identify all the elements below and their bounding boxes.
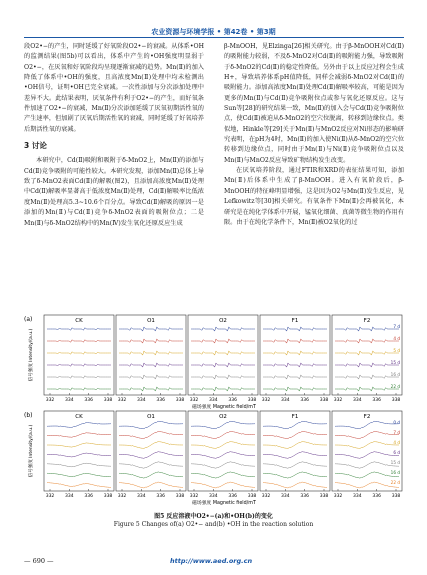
x-tick-label: 336 — [372, 398, 381, 403]
x-tick-label: 338 — [175, 494, 185, 499]
legend-entry: 22 d — [390, 480, 400, 485]
legend-entry: 0 d — [393, 420, 400, 425]
x-tick-label: 334 — [353, 398, 362, 403]
panel-frame — [332, 411, 402, 491]
panel-frame — [332, 315, 402, 395]
x-tick-label: 334 — [281, 398, 290, 403]
spectrum-trace — [119, 327, 183, 331]
x-tick-label: 332 — [117, 398, 127, 403]
spectrum-trace — [119, 452, 183, 459]
spectrum-trace — [263, 452, 327, 459]
spectrum-trace — [263, 387, 327, 391]
spectrum-trace — [335, 351, 399, 355]
x-tick-label: 336 — [84, 398, 93, 403]
panel-title-ck: CK — [75, 414, 83, 420]
spectrum-trace — [47, 352, 111, 354]
spectrum-trace — [47, 453, 111, 457]
panel-title-f1: F1 — [291, 414, 299, 420]
header-rule — [24, 37, 404, 38]
panel-frame — [44, 411, 114, 491]
spectrum-trace — [335, 441, 399, 448]
figure-5b-epr-hydroxyl — [22, 407, 407, 512]
spectrum-trace — [263, 327, 327, 331]
panel-frame — [44, 315, 114, 395]
x-tick-label: 332 — [261, 494, 271, 499]
left-paragraph-2: 本研究中，Cd(Ⅱ)吸附和吸附于δ-MnO2上，Mn(Ⅱ)的添加与Cd(Ⅱ)竞争吸附的可能性较大。本研究发现，添加Mn(Ⅱ)总体上导致了δ-MnO2表面Cd(Ⅱ)的解吸(图2)，且添加高浓度Mn(Ⅱ)处理中Cd(Ⅱ)解吸率显著高于低浓度Mn(Ⅱ)处理，Cd(Ⅱ)解吸率比低浓度Mn(Ⅱ)处理高5.3~10.6个百分点。导致Cd(Ⅱ)解吸的原因一是添加的Mn(Ⅱ)与Cd(Ⅱ)竞争δ-MnO2表面的吸附位点；二是Mn(Ⅱ)与δ-MnO2结构中的Mn(Ⅳ)发生氧化还原反应生成 — [24, 157, 204, 227]
x-tick-label: 334 — [65, 494, 74, 499]
x-tick-label: 332 — [189, 494, 199, 499]
x-tick-label: 332 — [45, 398, 55, 403]
spectrum-trace — [263, 482, 327, 488]
spectrum-trace — [335, 462, 399, 469]
spectrum-trace — [263, 339, 327, 343]
x-tick-label: 336 — [228, 398, 237, 403]
journal-url: http://www.aed.org.cn — [170, 557, 253, 565]
x-axis-label: 磁场强度 Magnetic field/mT — [192, 405, 256, 410]
spectrum-trace — [335, 375, 399, 379]
legend-entry: 7 d — [393, 430, 400, 435]
x-tick-label: 332 — [117, 494, 127, 499]
x-tick-label: 332 — [45, 494, 55, 499]
panel-title-o1: O1 — [147, 414, 155, 420]
legend-entry: 5 d — [393, 348, 400, 353]
spectrum-trace — [191, 472, 255, 478]
left-column — [24, 42, 204, 229]
figure-caption-en: Figure 5 Changes of(a) O2•− and(b) •OH in the reaction solution — [113, 521, 314, 528]
x-tick-label: 338 — [247, 398, 257, 403]
spectrum-trace — [47, 473, 111, 477]
spectrum-trace — [119, 482, 183, 488]
y-axis-label: 信号强度 Intensity/(a.u.) — [29, 424, 34, 478]
panel-frame — [260, 411, 330, 491]
x-tick-label: 338 — [103, 494, 113, 499]
spectrum-trace — [335, 421, 399, 429]
spectrum-trace — [47, 364, 111, 366]
figure-5a-epr-superoxide — [22, 311, 407, 416]
spectrum-trace — [263, 441, 327, 448]
panel-title-f2: F2 — [363, 414, 371, 420]
right-column — [224, 42, 404, 228]
spectrum-trace — [263, 363, 327, 367]
x-tick-label: 336 — [300, 494, 309, 499]
spectrum-trace — [47, 340, 111, 342]
x-tick-label: 338 — [103, 398, 113, 403]
panel-frame — [260, 315, 330, 395]
right-paragraph-2: 在厌氧培养阶段，通过FTIR和XRD的表征结果可知，添加Mn(Ⅱ)后体系中生成了β-MnOOH。进入有氧阶段后，β-MnOOH的特征峰明显增强，这是因为O2与Mn(Ⅱ)发生反应，见Lefkowitz等[30]相关研究。有氧条件下Mn(Ⅱ)会再被氧化，本研究是在纯化学体系中开展，锰氧化细菌、真菌等微生物的作用有限。由于在纯化学条件下，Mn(Ⅱ)被O2氧化的过 — [224, 167, 404, 226]
figure-panel-label: (a) — [24, 316, 33, 323]
x-tick-label: 338 — [319, 494, 329, 499]
x-tick-label: 334 — [281, 494, 290, 499]
spectrum-trace — [191, 363, 255, 367]
spectrum-trace — [47, 376, 111, 378]
spectrum-trace — [47, 483, 111, 488]
x-tick-label: 334 — [137, 398, 146, 403]
x-tick-label: 336 — [156, 398, 165, 403]
spectrum-trace — [119, 472, 183, 478]
section-title: 3 讨论 — [24, 141, 47, 151]
spectrum-trace — [335, 472, 399, 478]
spectrum-trace — [119, 431, 183, 438]
x-tick-label: 334 — [137, 494, 146, 499]
spectrum-trace — [119, 339, 183, 343]
spectrum-trace — [263, 375, 327, 379]
spectrum-trace — [335, 363, 399, 367]
right-paragraph-1: β-MnOOH，见Elzinga[26]相关研究。由于β-MnOOH对Cd(Ⅱ)的吸附能力较弱，不及δ-MnO2对Cd(Ⅱ)的吸附能力强，导致吸附于δ-MnO2的Cd(Ⅱ)的稳定性降低。另外由于以上反应过程会生成H+，导致培养体系pH值降低，同样会减弱δ-MnO2对Cd(Ⅱ)的吸附能力。添加高浓度Mn(Ⅱ)处理Cd(Ⅱ)解吸率较高，可能是因为更多的Mn(Ⅱ)与Cd(Ⅱ)竞争吸附位点或参与氧化还原反应。这与Sun等[28]的研究结果一致，Mn(Ⅱ)的加入会与Cd(Ⅱ)竞争吸附位点，使Cd(Ⅱ)被迫从δ-MnO2的空穴位脱离，转移到边缘位点。类似地，Hinkle等[29]关于Mn(Ⅱ)与MnO2反应对Ni形态的影响研究表明，在pH为4时，Mn(Ⅱ)的加入使Ni(Ⅱ)从δ-MnO2的空穴位转移到边缘位点，同时由于Mn(Ⅱ)与Ni(Ⅱ)竞争吸附位点以及Mn(Ⅱ)与MnO2反应导致矿物结构发生改变。 — [224, 43, 404, 164]
journal-title: 农业资源与环境学报 • 第42卷 • 第3期 — [151, 28, 276, 36]
spectrum-trace — [119, 351, 183, 355]
spectrum-trace — [47, 443, 111, 447]
spectrum-trace — [191, 441, 255, 448]
spectrum-trace — [191, 431, 255, 438]
spectrum-trace — [191, 462, 255, 469]
x-tick-label: 336 — [156, 494, 165, 499]
spectrum-trace — [191, 387, 255, 391]
spectrum-trace — [191, 482, 255, 488]
panel-title-o1: O1 — [147, 318, 155, 324]
left-paragraph-1: 段O2•−的产生，同时延缓了好氧阶段O2•−的衰减。从体系•OH的监测结果(图5b)可以看出，体系中产生的•OH强度明显弱于O2•−，在厌氧和好氧阶段均呈现逐渐衰减的趋势。Mn(Ⅱ)的加入降低了体系中•OH的强度，且高浓度Mn(Ⅱ)处理中均未检测出•OH信号，证明•OH已完全衰减。一次性添加与分次添加处理中差异不大。此结果表明，厌氧条件有利于O2•−的产生，而好氧条件加速了O2•−的衰减，Mn(Ⅱ)分次添加延缓了厌氧初期活性氧的产生速率，但加剧了厌氧后期活性氧的衰减，同时延缓了好氧培养后期活性氧的衰减。 — [24, 43, 204, 133]
panel-frame — [188, 411, 258, 491]
page-header — [0, 0, 427, 40]
legend-entry: 15 d — [390, 460, 400, 465]
spectrum-trace — [191, 421, 255, 429]
x-tick-label: 338 — [391, 494, 401, 499]
spectrum-trace — [191, 375, 255, 379]
spectrum-trace — [335, 339, 399, 343]
spectrum-trace — [47, 433, 111, 438]
spectrum-trace — [47, 388, 111, 390]
x-tick-label: 336 — [372, 494, 381, 499]
x-tick-label: 338 — [175, 398, 185, 403]
spectrum-trace — [119, 421, 183, 429]
spectrum-trace — [47, 328, 111, 330]
figure-caption-cn: 图5 反应溶液中O2•−(a)和•OH(b)的变化 — [154, 513, 273, 520]
legend-entry: 4 d — [393, 440, 400, 445]
spectrum-trace — [335, 431, 399, 438]
spectrum-trace — [191, 351, 255, 355]
spectrum-trace — [191, 339, 255, 343]
panel-frame — [116, 315, 186, 395]
panel-title-ck: CK — [75, 318, 83, 324]
x-axis-label: 磁场强度 Magnetic field/mT — [192, 501, 256, 506]
y-axis-label: 信号强度 Intensity/(a.u.) — [29, 328, 34, 382]
spectrum-trace — [119, 375, 183, 379]
x-tick-label: 334 — [353, 494, 362, 499]
x-tick-label: 336 — [84, 494, 93, 499]
x-tick-label: 338 — [391, 398, 401, 403]
spectrum-trace — [47, 423, 111, 428]
panel-frame — [188, 315, 258, 395]
panel-title-o2: O2 — [219, 414, 227, 420]
x-tick-label: 334 — [65, 398, 74, 403]
spectrum-trace — [119, 441, 183, 448]
x-tick-label: 332 — [333, 494, 343, 499]
spectrum-trace — [263, 472, 327, 478]
legend-entry: 15 d — [390, 360, 400, 365]
spectrum-trace — [335, 327, 399, 331]
x-tick-label: 334 — [209, 398, 218, 403]
spectrum-trace — [263, 351, 327, 355]
legend-entry: 16 d — [390, 470, 400, 475]
spectrum-trace — [119, 363, 183, 367]
spectrum-trace — [263, 431, 327, 438]
x-tick-label: 336 — [300, 398, 309, 403]
x-tick-label: 332 — [261, 398, 271, 403]
x-tick-label: 338 — [319, 398, 329, 403]
panel-title-f1: F1 — [291, 318, 299, 324]
panel-frame — [116, 411, 186, 491]
legend-entry: 6 d — [393, 450, 400, 455]
legend-entry: 22 d — [390, 384, 400, 389]
legend-entry: 7 d — [393, 324, 400, 329]
spectrum-trace — [263, 421, 327, 429]
page-number: — 690 — — [24, 557, 54, 565]
legend-entry: 16 d — [390, 372, 400, 377]
x-tick-label: 338 — [247, 494, 257, 499]
panel-title-f2: F2 — [363, 318, 371, 324]
figure-panel-label: (b) — [24, 412, 33, 419]
x-tick-label: 336 — [228, 494, 237, 499]
spectrum-trace — [119, 387, 183, 391]
spectrum-trace — [191, 452, 255, 459]
spectrum-trace — [263, 462, 327, 469]
panel-title-o2: O2 — [219, 318, 227, 324]
spectrum-trace — [191, 327, 255, 331]
x-tick-label: 334 — [209, 494, 218, 499]
x-tick-label: 332 — [333, 398, 343, 403]
spectrum-trace — [119, 462, 183, 469]
x-tick-label: 332 — [189, 398, 199, 403]
spectrum-trace — [47, 463, 111, 467]
spectrum-trace — [335, 452, 399, 459]
legend-entry: 4 d — [393, 336, 400, 341]
spectrum-trace — [335, 387, 399, 391]
spectrum-trace — [335, 482, 399, 488]
